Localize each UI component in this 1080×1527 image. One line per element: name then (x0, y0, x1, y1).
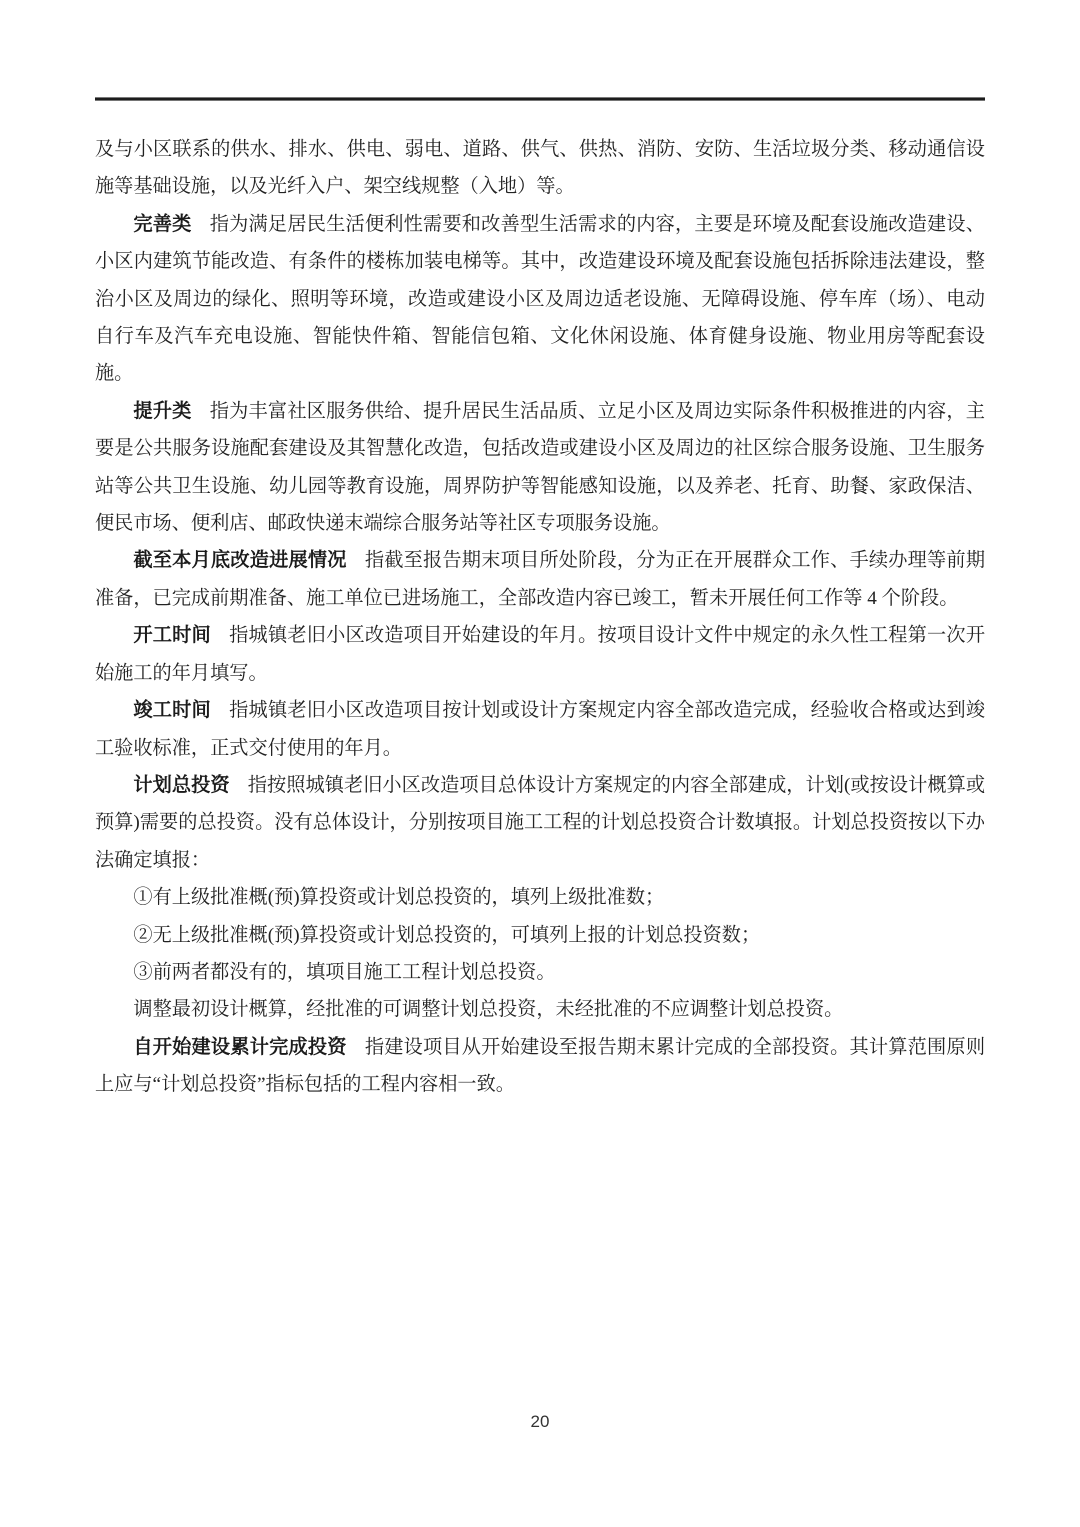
paragraph-start-time (95, 617, 985, 692)
paragraph-text: 指为丰富社区服务供给、提升居民生活品质、立足小区及周边实际条件积极推进的内容，主要是公共服务设施配套建设及其智慧化改造，包括改造或建设小区及周边的社区综合服务设施、卫生服务站等公共卫生设施、幼儿园等教育设施，周界防护等智能感知设施，以及养老、托育、助餐、家政保洁、便民市场、便利店、邮政快递末端综合服务站等社区专项服务设施。 (95, 400, 985, 535)
header-rule (95, 97, 985, 101)
paragraph-cumulative-investment (95, 1029, 985, 1104)
paragraph-text: 指为满足居民生活便利性需要和改善型生活需求的内容，主要是环境及配套设施改造建设、小区内建筑节能改造、有条件的楼栋加装电梯等。其中，改造建设环境及配套设施包括拆除违法建设，整治小区及周边的绿化、照明等环境，改造或建设小区及周边适老设施、无障碍设施、停车库（场）、电动自行车及汽车充电设施、智能快件箱、智能信包箱、文化休闲设施、体育健身设施、物业用房等配套设施。 (95, 213, 985, 385)
list-item-1 (95, 879, 985, 916)
paragraph-heading: 截至本月底改造进展情况 (133, 550, 347, 572)
paragraph-heading: 提升类 (133, 400, 192, 422)
list-item-3 (95, 954, 985, 991)
list-item-text: ①有上级批准概(预)算投资或计划总投资的，填列上级批准数； (133, 887, 665, 909)
paragraph-text: 及与小区联系的供水、排水、供电、弱电、道路、供气、供热、消防、安防、生活垃圾分类、移动通信设施等基础设施，以及光纤入户、架空线规整（入地）等。 (95, 139, 985, 198)
body-text (95, 131, 985, 1104)
paragraph-tishenglei (95, 393, 985, 543)
paragraph-heading: 开工时间 (133, 625, 211, 647)
paragraph-progress-status (95, 542, 985, 617)
paragraph-text: 调整最初设计概算，经批准的可调整计划总投资，未经批准的不应调整计划总投资。 (133, 999, 844, 1021)
paragraph-continuation (95, 131, 985, 206)
list-item-2 (95, 917, 985, 954)
paragraph-text: 指城镇老旧小区改造项目开始建设的年月。按项目设计文件中规定的永久性工程第一次开始施工的年月填写。 (95, 625, 986, 684)
paragraph-planned-investment (95, 767, 985, 879)
paragraph-completion-time (95, 692, 985, 767)
paragraph-heading: 竣工时间 (133, 700, 211, 722)
list-item-text: ③前两者都没有的，填项目施工工程计划总投资。 (133, 961, 556, 983)
paragraph-heading: 自开始建设累计完成投资 (133, 1036, 347, 1058)
paragraph-adjustment-note (95, 991, 985, 1028)
paragraph-wanshanlei (95, 206, 985, 393)
paragraph-text: 指建设项目从开始建设至报告期末累计完成的全部投资。其计算范围原则上应与“计划总投资”指标包括的工程内容相一致。 (95, 1036, 986, 1096)
paragraph-text: 指按照城镇老旧小区改造项目总体设计方案规定的内容全部建成，计划(或按设计概算或预算)需要的总投资。没有总体设计，分别按项目施工工程的计划总投资合计数填报。计划总投资按以下办法确定填报： (95, 774, 986, 871)
list-item-text: ②无上级批准概(预)算投资或计划总投资的，可填列上报的计划总投资数； (133, 924, 761, 946)
paragraph-text: 指截至报告期末项目所处阶段，分为正在开展群众工作、手续办理等前期准备，已完成前期准备、施工单位已进场施工，全部改造内容已竣工，暂未开展任何工作等 4 个阶段。 (95, 550, 986, 609)
paragraph-heading: 计划总投资 (133, 774, 230, 796)
paragraph-heading: 完善类 (133, 213, 192, 235)
paragraph-text: 指城镇老旧小区改造项目按计划或设计方案规定内容全部改造完成，经验收合格或达到竣工验收标准，正式交付使用的年月。 (95, 700, 986, 759)
page-number: 20 (530, 1412, 550, 1431)
